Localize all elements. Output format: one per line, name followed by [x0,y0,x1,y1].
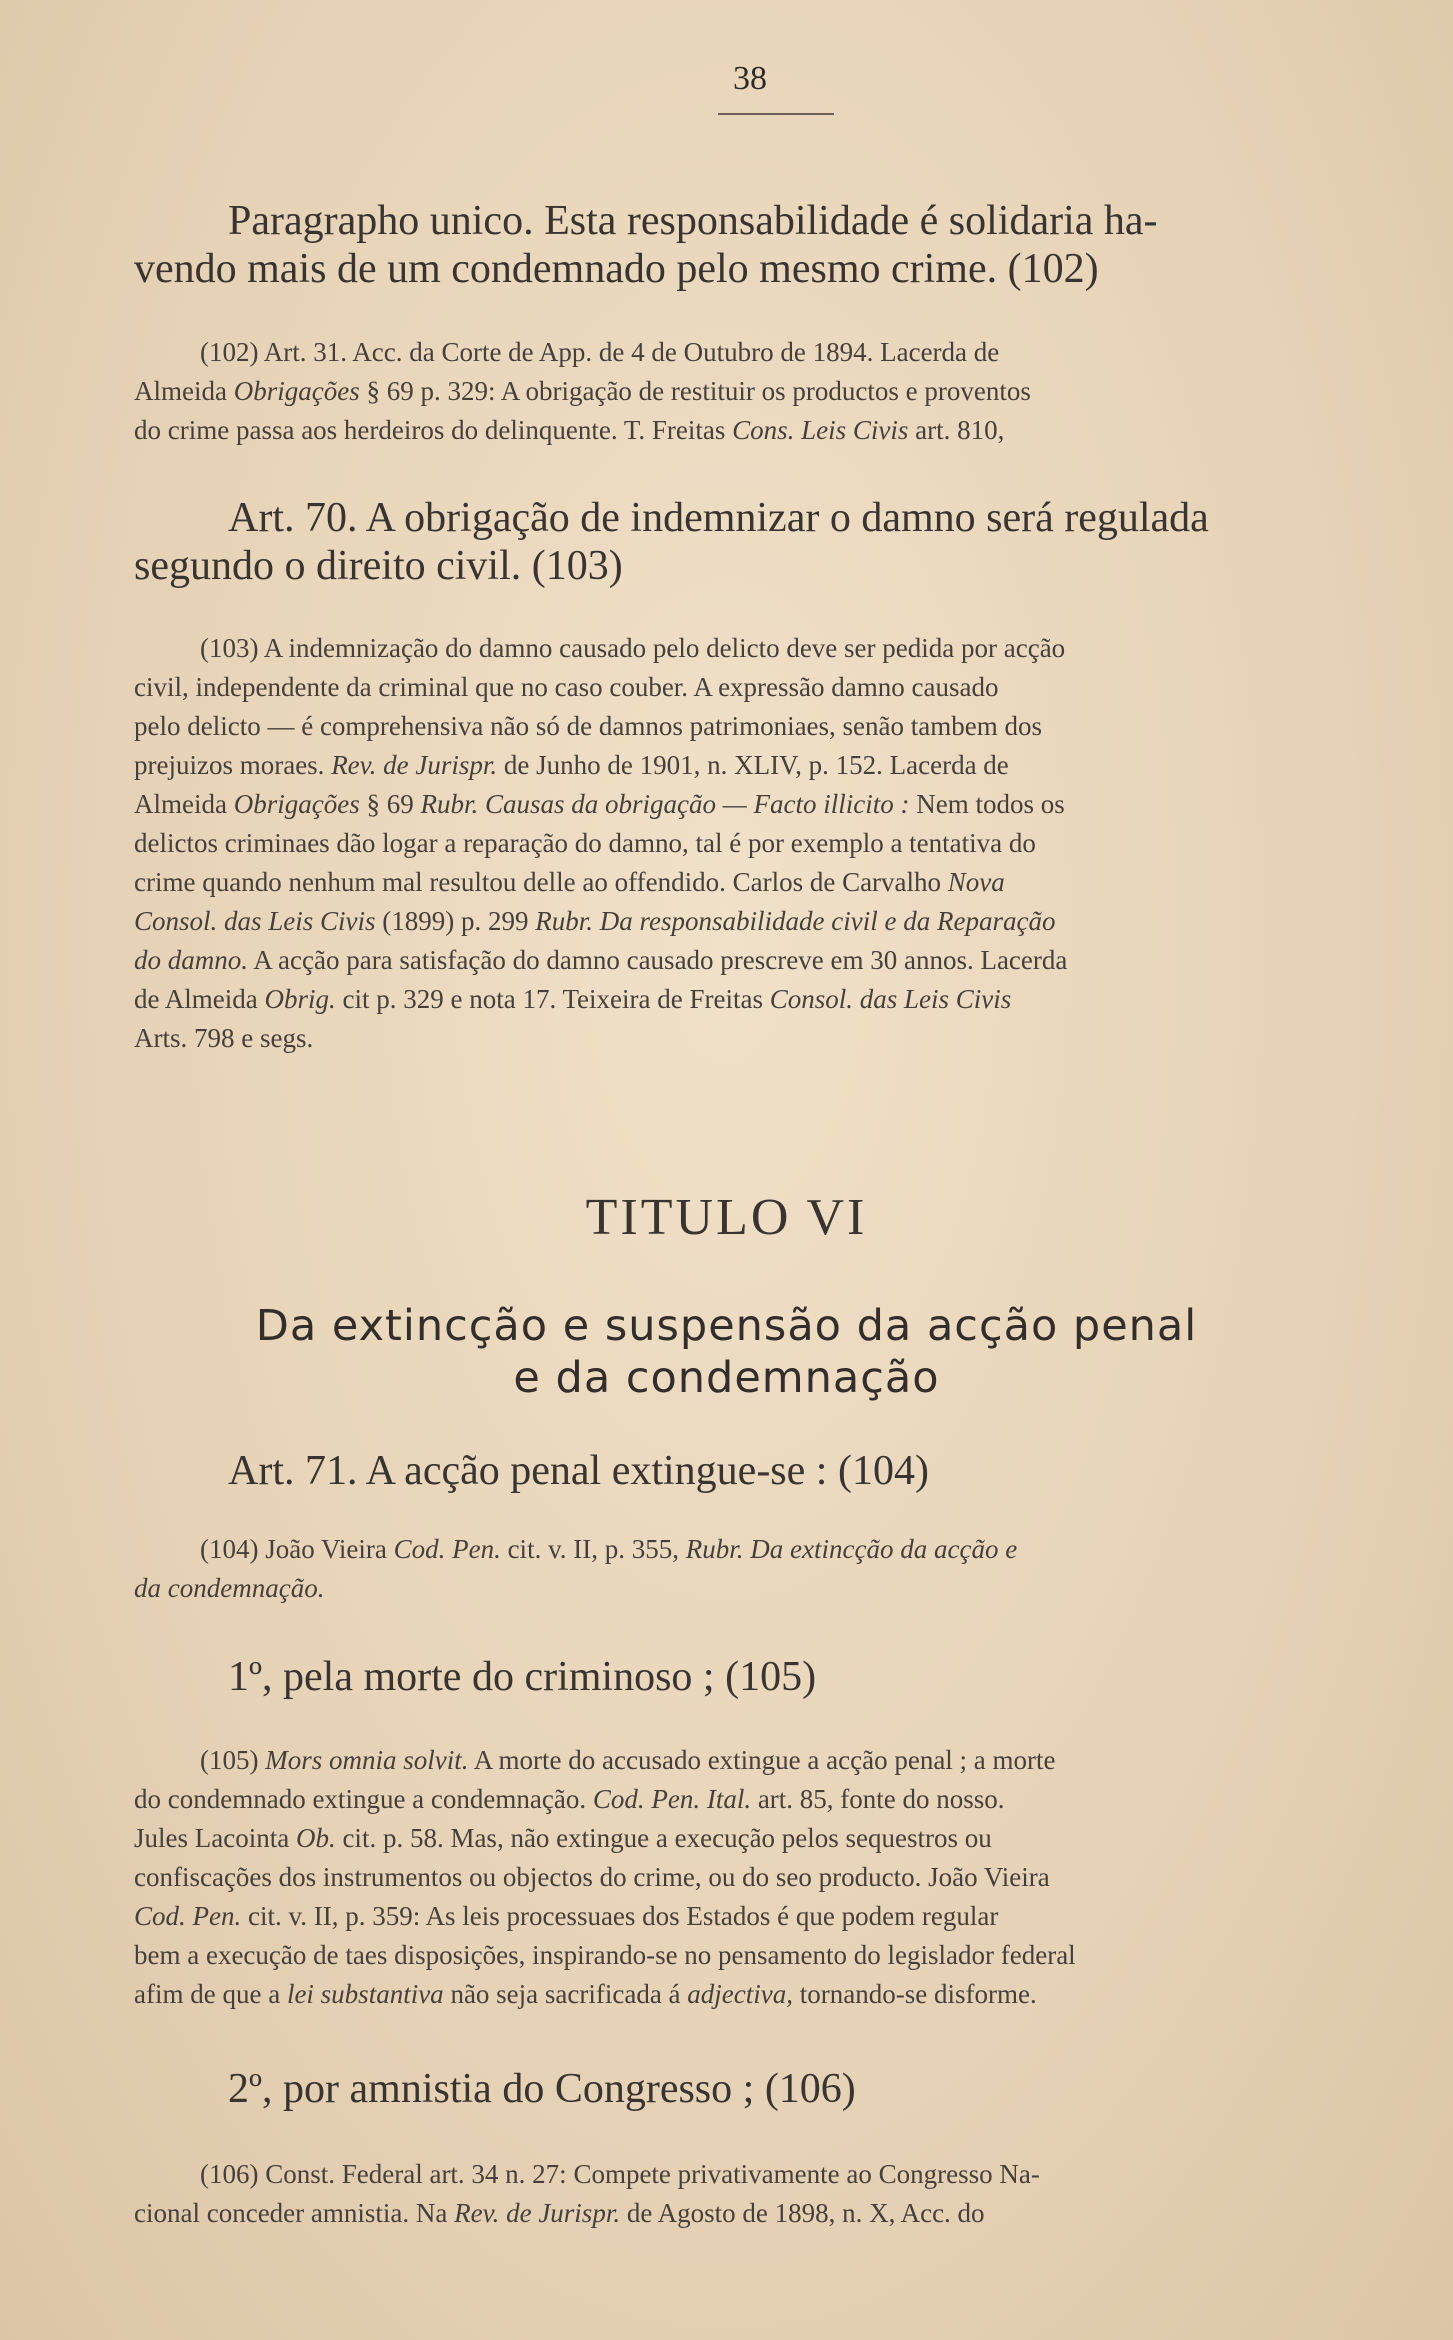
note-105-line-6: bem a execução de taes disposições, inspirando-se no pensamento do legislador federal [134,1940,1076,1970]
footnote-106 [134,2155,1372,2233]
header-rule [718,113,834,115]
note-103-line-8: Consol. das Leis Civis (1899) p. 299 Rubr. Da responsabilidade civil e da Reparação [134,906,1056,936]
note-105-line-4: confiscações dos instrumentos ou objectos do crime, ou do seo producto. João Vieira [134,1862,1050,1892]
note-106-line-1: (106) Const. Federal art. 34 n. 27: Compete privativamente ao Congresso Na- [200,2159,1040,2189]
item-1-line: 1º, pela morte do criminoso ; (105) [228,1654,817,1700]
note-104-line-1: (104) João Vieira Cod. Pen. cit. v. II, p. 355, Rubr. Da extincção da acção e [200,1534,1018,1564]
note-103-line-9: do damno. A acção para satisfação do damno causado prescreve em 30 annos. Lacerda [134,945,1068,975]
item-2-line: 2º, por amnistia do Congresso ; (106) [228,2066,856,2112]
note-105-line-7: afim de que a lei substantiva não seja sacrificada á adjectiva, tornando-se disforme. [134,1979,1037,2009]
footnote-102 [134,333,1372,450]
note-103-line-11: Arts. 798 e segs. [134,1023,314,1053]
article-70 [134,494,1374,590]
art-71-line: Art. 71. A acção penal extingue-se : (104) [228,1448,929,1494]
note-102-line-2: Almeida Obrigações § 69 p. 329: A obrigação de restituir os productos e proventos [134,376,1031,406]
footnote-105 [134,1741,1372,2014]
section-subtitle [0,1300,1453,1404]
art-70-line-1: Art. 70. A obrigação de indemnizar o damno será regulada [228,495,1209,541]
note-102-line-1: (102) Art. 31. Acc. da Corte de App. de 4 de Outubro de 1894. Lacerda de [200,337,1000,367]
article-71 [134,1447,1374,1495]
art-70-line-2: segundo o direito civil. (103) [134,543,623,589]
note-106-line-2: cional conceder amnistia. Na Rev. de Jurispr. de Agosto de 1898, n. X, Acc. do [134,2198,985,2228]
footnote-103 [134,629,1372,1058]
note-105-line-2: do condemnado extingue a condemnação. Cod. Pen. Ital. art. 85, fonte do nosso. [134,1784,1005,1814]
note-105-line-1: (105) Mors omnia solvit. A morte do accusado extingue a acção penal ; a morte [200,1745,1056,1775]
section-title: TITULO VI [585,1189,868,1246]
subtitle-line-1: Da extincção e suspensão da acção penal [255,1301,1198,1351]
footnote-104 [134,1530,1372,1608]
subtitle-line-2: e da condemnação [513,1353,940,1403]
note-103-line-4: prejuizos moraes. Rev. de Jurispr. de Junho de 1901, n. XLIV, p. 152. Lacerda de [134,750,1009,780]
note-103-line-1: (103) A indemnização do damno causado pelo delicto deve ser pedida por acção [200,633,1066,663]
paragrapho-line-1: Paragrapho unico. Esta responsabilidade é solidaria ha- [228,198,1158,244]
paragrapho-line-2: vendo mais de um condemnado pelo mesmo crime. (102) [134,246,1099,292]
item-1 [134,1653,1374,1701]
note-103-line-2: civil, independente da criminal que no caso couber. A expressão damno causado [134,672,999,702]
note-103-line-6: delictos criminaes dão logar a reparação do damno, tal é por exemplo a tentativa do [134,828,1036,858]
note-102-line-3: do crime passa aos herdeiros do delinquente. T. Freitas Cons. Leis Civis art. 810, [134,415,1005,445]
note-103-line-7: crime quando nenhum mal resultou delle ao offendido. Carlos de Carvalho Nova [134,867,1005,897]
note-104-line-2: da condemnação. [134,1573,325,1603]
note-105-line-5: Cod. Pen. cit. v. II, p. 359: As leis processuaes dos Estados é que podem regular [134,1901,999,1931]
page-number: 38 [733,60,767,97]
paragrapho-unico [134,197,1374,293]
note-103-line-10: de Almeida Obrig. cit p. 329 e nota 17. Teixeira de Freitas Consol. das Leis Civis [134,984,1012,1014]
note-103-line-5: Almeida Obrigações § 69 Rubr. Causas da obrigação — Facto illicito : Nem todos os [134,789,1065,819]
item-2 [134,2065,1374,2113]
note-105-line-3: Jules Lacointa Ob. cit. p. 58. Mas, não extingue a execução pelos sequestros ou [134,1823,992,1853]
note-103-line-3: pelo delicto — é comprehensiva não só de damnos patrimoniaes, senão tambem dos [134,711,1043,741]
